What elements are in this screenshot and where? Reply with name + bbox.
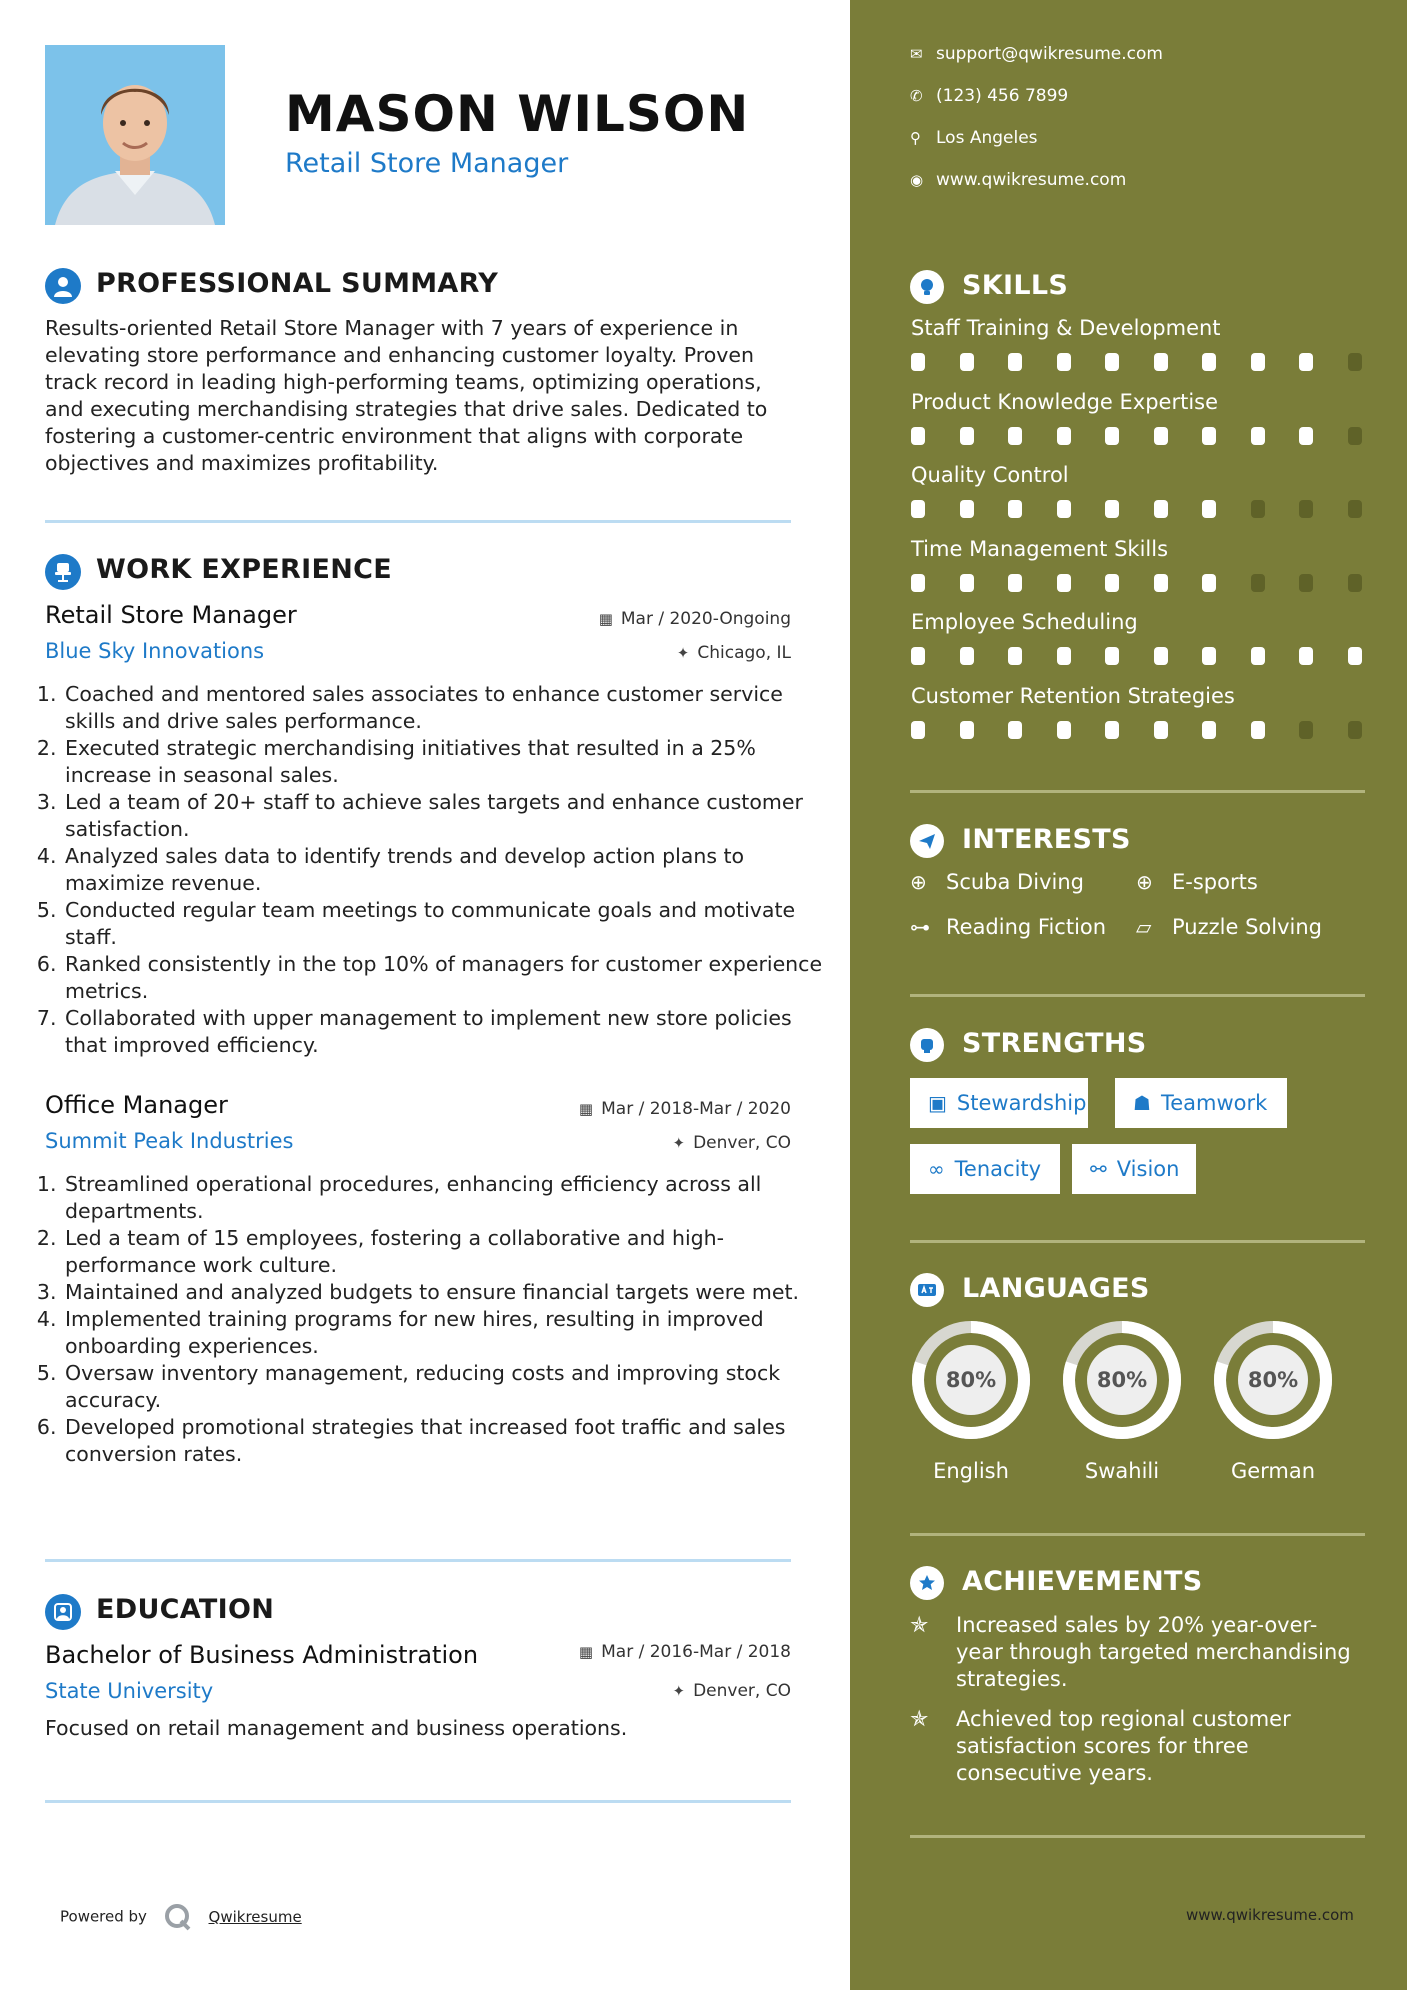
skill-name: Staff Training & Development	[911, 316, 1221, 340]
chair-icon	[45, 554, 81, 590]
achievements-title: ACHIEVEMENTS	[962, 1566, 1203, 1597]
rating-dot-filled	[1057, 721, 1071, 739]
skill-rating	[911, 353, 1366, 371]
rating-dot-filled	[1154, 500, 1168, 518]
list-item: 2. Executed strategic merchandising initiatives that resulted in a 25% increase in seasonal sales.	[63, 735, 823, 789]
candidate-name: MASON WILSON	[285, 85, 750, 143]
rating-dot-filled	[911, 500, 925, 518]
skill-name: Customer Retention Strategies	[911, 683, 1235, 708]
qwikresume-logo-icon	[164, 1903, 192, 1931]
rating-dot-filled	[1348, 647, 1362, 665]
translate-icon	[910, 1273, 944, 1307]
language-percent: 80%	[1247, 1368, 1299, 1392]
rating-dot-filled	[1202, 353, 1216, 371]
rating-dot-empty	[1251, 574, 1265, 592]
work-title: WORK EXPERIENCE	[96, 554, 392, 585]
job-dates: ▦ Mar / 2018-Mar / 2020	[578, 1099, 791, 1119]
rating-dot-filled	[1202, 500, 1216, 518]
rating-dot-filled	[960, 647, 974, 665]
contact-phone: ✆ (123) 456 7899	[910, 86, 1069, 106]
rating-dot-filled	[1154, 647, 1168, 665]
envelope-icon: ✉	[910, 45, 923, 63]
language-item	[1212, 1319, 1334, 1483]
list-item: 6. Ranked consistently in the top 10% of managers for customer experience metrics.	[63, 951, 823, 1005]
globe-icon: ◉	[910, 171, 924, 189]
sidebar-divider	[910, 1835, 1365, 1838]
rating-dot-filled	[1202, 647, 1216, 665]
rating-dot-filled	[1299, 427, 1313, 445]
language-percent: 80%	[1096, 1368, 1148, 1392]
rating-dot-filled	[911, 721, 925, 739]
language-progress-ring	[1061, 1319, 1183, 1441]
calendar-icon: ▦	[578, 1643, 594, 1661]
list-item: 7. Collaborated with upper management to implement new store policies that improved efficiency.	[63, 1005, 823, 1059]
user-icon	[45, 268, 81, 304]
rating-dot-empty	[1299, 574, 1313, 592]
sidebar-divider	[910, 1240, 1365, 1243]
summary-title: PROFESSIONAL SUMMARY	[96, 268, 499, 299]
rating-dot-filled	[1202, 574, 1216, 592]
achievement-item: ✯ Increased sales by 20% year-over-year through targeted merchandising strategies.	[910, 1613, 1351, 1691]
rating-dot-filled	[1105, 500, 1119, 518]
lifebuoy-icon: ⊕	[910, 870, 927, 894]
rating-dot-filled	[1251, 647, 1265, 665]
degree-title: Bachelor of Business Administration	[45, 1641, 479, 1669]
list-item: 1. Streamlined operational procedures, enhancing efficiency across all departments.	[63, 1171, 823, 1225]
rating-dot-filled	[1008, 500, 1022, 518]
rating-dot-filled	[960, 721, 974, 739]
star-icon: ✯	[910, 1613, 929, 1638]
phone-icon: ✆	[910, 87, 923, 105]
languages-title: LANGUAGES	[962, 1273, 1150, 1304]
rating-dot-empty	[1348, 427, 1362, 445]
rating-dot-filled	[1154, 574, 1168, 592]
rating-dot-filled	[1008, 574, 1022, 592]
rating-dot-empty	[1348, 574, 1362, 592]
graduate-icon	[45, 1594, 81, 1630]
sidebar-divider	[910, 994, 1365, 997]
language-progress-ring	[1212, 1319, 1334, 1441]
strengths-title: STRENGTHS	[962, 1028, 1147, 1059]
gamepad-icon: ⊶	[910, 915, 930, 939]
list-item: 3. Led a team of 20+ staff to achieve sales targets and enhance customer satisfaction.	[63, 789, 823, 843]
list-item: 4. Implemented training programs for new hires, resulting in improved onboarding experiences.	[63, 1306, 823, 1360]
skill-rating	[911, 574, 1366, 592]
language-name: German	[1230, 1459, 1316, 1483]
map-pin-icon: ⚲	[910, 129, 921, 147]
rating-dot-filled	[1251, 721, 1265, 739]
rating-dot-filled	[960, 427, 974, 445]
skill-rating	[911, 721, 1366, 739]
footer-website[interactable]: www.qwikresume.com	[1186, 1906, 1354, 1924]
job-location: ✦ Chicago, IL	[676, 643, 791, 663]
book-icon: ▱	[1136, 915, 1152, 939]
fist-icon	[910, 1028, 944, 1062]
rating-dot-filled	[960, 500, 974, 518]
rating-dot-filled	[1105, 427, 1119, 445]
rating-dot-filled	[1299, 647, 1313, 665]
skill-rating	[911, 500, 1366, 518]
education-description: Focused on retail management and business operations.	[45, 1716, 628, 1740]
rating-dot-empty	[1251, 500, 1265, 518]
skill-rating	[911, 427, 1366, 445]
achievement-item: ✯ Achieved top regional customer satisfaction scores for three consecutive years.	[910, 1707, 1291, 1785]
rating-dot-filled	[1154, 721, 1168, 739]
rating-dot-filled	[1202, 721, 1216, 739]
summary-text: Results-oriented Retail Store Manager with 7 years of experience in elevating store performance and enhancing customer loyalty. Proven track record in leading high-performing teams, optimizing operations, and executing merchandising strategies that drive sales. Dedicated to fostering a customer-centric environment that aligns with corporate objectives and maximizes profitability.	[45, 316, 768, 475]
section-divider	[45, 520, 791, 523]
section-divider	[45, 1559, 791, 1562]
pushpin-icon: ✦	[672, 1682, 686, 1700]
rating-dot-filled	[1105, 721, 1119, 739]
rating-dot-filled	[960, 353, 974, 371]
interest-item: ⊕ E-sports	[1136, 870, 1258, 894]
lightbulb-icon	[910, 270, 944, 304]
rating-dot-filled	[960, 574, 974, 592]
language-progress-ring	[910, 1319, 1032, 1441]
language-name: English	[933, 1459, 1009, 1483]
job-dates: ▦ Mar / 2020-Ongoing	[598, 609, 791, 629]
binoculars-icon: ⚯	[1090, 1157, 1107, 1181]
rating-dot-filled	[1057, 427, 1071, 445]
skill-name: Product Knowledge Expertise	[911, 389, 1219, 414]
list-item: 2. Led a team of 15 employees, fostering a collaborative and high-performance work culture.	[63, 1225, 823, 1279]
skill-rating	[911, 647, 1366, 665]
language-name: Swahili	[1084, 1459, 1160, 1483]
rating-dot-filled	[911, 353, 925, 371]
powered-by: Powered by Qwikresume	[60, 1903, 302, 1931]
list-item: 3. Maintained and analyzed budgets to ensure financial targets were met.	[63, 1279, 823, 1306]
sidebar-divider	[910, 1533, 1365, 1536]
star-badge-icon	[910, 1566, 944, 1600]
contact-location: ⚲ Los Angeles	[910, 128, 1038, 148]
job-title: Office Manager	[45, 1091, 228, 1119]
users-icon: ☗	[1133, 1091, 1151, 1115]
interest-item: ⊕ Scuba Diving	[910, 870, 1084, 894]
rating-dot-filled	[1105, 647, 1119, 665]
interest-item: ⊶ Reading Fiction	[910, 915, 1107, 939]
profile-photo	[45, 45, 225, 225]
rating-dot-filled	[911, 574, 925, 592]
language-item	[910, 1319, 1032, 1483]
candidate-role: Retail Store Manager	[285, 148, 569, 179]
skills-title: SKILLS	[962, 270, 1069, 301]
contact-website[interactable]: ◉ www.qwikresume.com	[910, 170, 1127, 190]
skill-name: Employee Scheduling	[911, 610, 1138, 634]
rating-dot-filled	[1008, 353, 1022, 371]
rating-dot-filled	[1251, 353, 1265, 371]
strength-badge: ▣ Stewardship	[910, 1078, 1088, 1128]
school-name: State University	[45, 1679, 214, 1703]
rating-dot-filled	[1202, 427, 1216, 445]
sidebar-divider	[910, 790, 1365, 793]
list-item: 5. Oversaw inventory management, reducing costs and improving stock accuracy.	[63, 1360, 823, 1414]
rating-dot-empty	[1299, 500, 1313, 518]
strength-badge: ☗ Teamwork	[1115, 1078, 1287, 1128]
calendar-icon: ▦	[598, 610, 613, 628]
job-company: Blue Sky Innovations	[45, 639, 265, 663]
list-item: 6. Developed promotional strategies that increased foot traffic and sales conversion rates.	[63, 1414, 823, 1468]
rating-dot-filled	[1057, 647, 1071, 665]
brand-link[interactable]: Qwikresume	[208, 1907, 302, 1926]
rating-dot-filled	[911, 427, 925, 445]
rating-dot-filled	[1251, 427, 1265, 445]
strength-badge: ⚯ Vision	[1072, 1144, 1196, 1194]
rating-dot-empty	[1348, 721, 1362, 739]
job-bullets	[45, 1171, 823, 1468]
briefcase-icon: ▣	[928, 1091, 947, 1115]
list-item: 5. Conducted regular team meetings to communicate goals and motivate staff.	[63, 897, 823, 951]
rating-dot-filled	[1057, 500, 1071, 518]
skill-name: Quality Control	[911, 463, 1069, 487]
rating-dot-filled	[1057, 574, 1071, 592]
rating-dot-filled	[1105, 574, 1119, 592]
skill-name: Time Management Skills	[911, 536, 1169, 561]
rating-dot-empty	[1299, 721, 1313, 739]
lifebuoy-icon: ⊕	[1136, 870, 1153, 894]
calendar-icon: ▦	[578, 1100, 594, 1118]
pushpin-icon: ✦	[672, 1134, 686, 1152]
list-item: 4. Analyzed sales data to identify trends and develop action plans to maximize revenue.	[63, 843, 823, 897]
rating-dot-filled	[1154, 353, 1168, 371]
rating-dot-filled	[1299, 353, 1313, 371]
rating-dot-filled	[1105, 353, 1119, 371]
job-bullets	[45, 681, 823, 1059]
section-divider	[45, 1800, 791, 1803]
paper-plane-icon	[910, 824, 944, 858]
interests-title: INTERESTS	[962, 824, 1131, 855]
rating-dot-filled	[1008, 647, 1022, 665]
rating-dot-filled	[1154, 427, 1168, 445]
star-icon: ✯	[910, 1707, 929, 1732]
link-icon: ∞	[928, 1157, 945, 1181]
education-dates: ▦ Mar / 2016-Mar / 2018	[578, 1642, 791, 1662]
job-location: ✦ Denver, CO	[672, 1133, 791, 1153]
rating-dot-filled	[1008, 721, 1022, 739]
language-item	[1061, 1319, 1183, 1483]
pushpin-icon: ✦	[676, 644, 690, 662]
list-item: 1. Coached and mentored sales associates to enhance customer service skills and drive sales performance.	[63, 681, 823, 735]
interest-item: ▱ Puzzle Solving	[1136, 915, 1322, 939]
rating-dot-filled	[1057, 353, 1071, 371]
rating-dot-empty	[1348, 353, 1362, 371]
strength-badge: ∞ Tenacity	[910, 1144, 1060, 1194]
job-company: Summit Peak Industries	[45, 1129, 294, 1153]
education-title: EDUCATION	[96, 1594, 275, 1625]
rating-dot-filled	[1008, 427, 1022, 445]
language-percent: 80%	[945, 1368, 997, 1392]
rating-dot-filled	[911, 647, 925, 665]
contact-email[interactable]: ✉ support@qwikresume.com	[910, 44, 1163, 64]
job-title: Retail Store Manager	[45, 601, 297, 629]
rating-dot-empty	[1348, 500, 1362, 518]
education-location: ✦ Denver, CO	[672, 1681, 791, 1701]
